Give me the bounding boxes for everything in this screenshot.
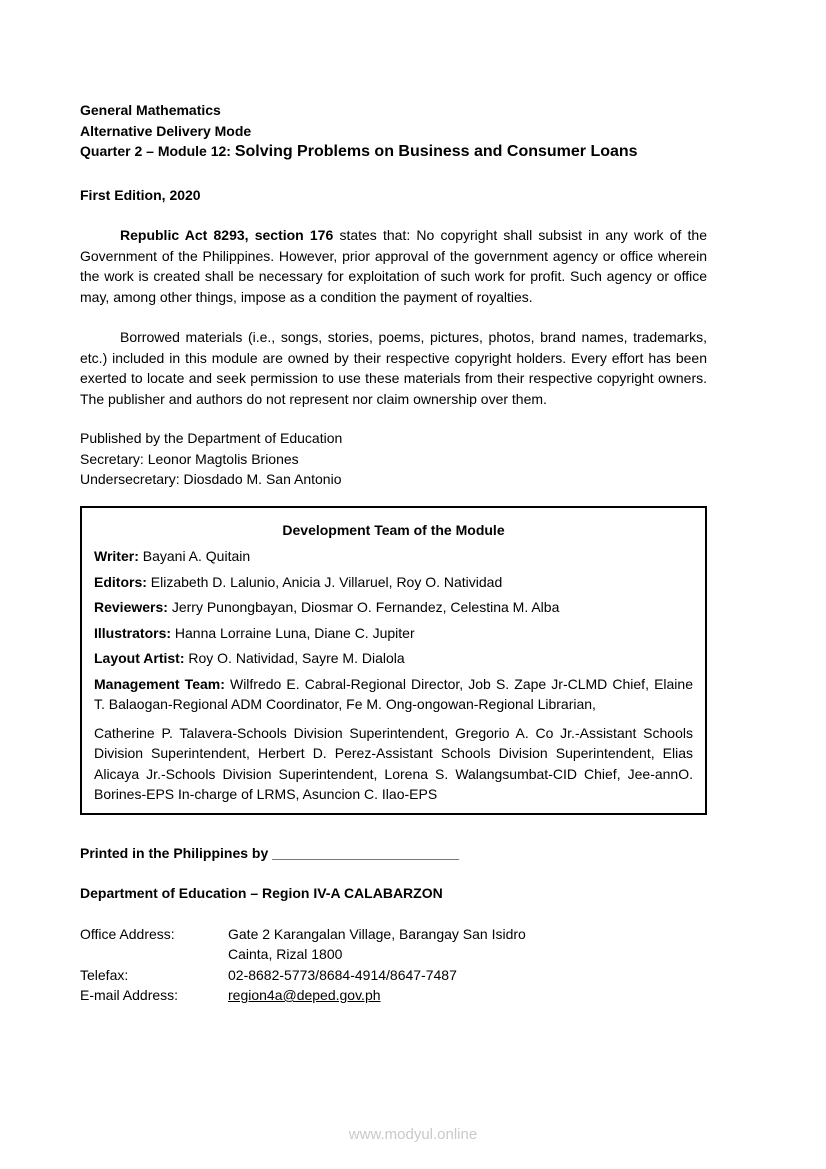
telefax-row xyxy=(80,965,707,986)
copyright-paragraph-2: Borrowed materials (i.e., songs, stories, poems, pictures, photos, brand names, trademarks, etc.) included in this module are owned by their respective copyright holders. Every effort has been exerted to locate and seek permission to use these materials from their respective copyright owners. The publisher and authors do not represent nor claim ownership over them. xyxy=(80,329,707,407)
illustrators-label: Illustrators: xyxy=(94,624,172,641)
writer-label: Writer: xyxy=(94,548,139,564)
module-header xyxy=(80,100,707,205)
telefax-value: 02-8682-5773/8684-4914/8647-7487 xyxy=(228,966,457,983)
management-team-entry xyxy=(94,674,693,715)
printed-in-label: Printed in the Philippines by xyxy=(80,844,273,861)
editors-label: Editors: xyxy=(94,573,147,590)
module-line xyxy=(80,141,707,163)
department-region-line: Department of Education – Region IV-A CALABARZON xyxy=(80,885,443,901)
editors-entry xyxy=(94,572,693,593)
development-team-box xyxy=(80,506,707,815)
office-address-label-spacer xyxy=(80,944,228,965)
subject-title: General Mathematics xyxy=(80,102,221,118)
watermark-text: www.modyul.online xyxy=(348,1126,478,1143)
printed-in-blank: ________________________ xyxy=(272,844,460,861)
management-team-value: Wilfredo E. Cabral-Regional Director, Job S. Zape Jr-CLMD Chief, Elaine T. Balaogan-Regional ADM Coordinator, Fe M. Ong-ongowan-Regional Librarian, xyxy=(94,675,693,712)
development-team-title: Development Team of the Module xyxy=(282,521,505,538)
module-title: Solving Problems on Business and Consumer Loans xyxy=(234,143,638,160)
email-label: E-mail Address: xyxy=(80,987,179,1003)
module-number: Quarter 2 – Module 12: xyxy=(80,143,235,159)
writer-value: Bayani A. Quitain xyxy=(142,548,251,564)
contact-block xyxy=(80,924,707,1006)
copyright-paragraph-1-text: states that: No copyright shall subsist in any work of the Government of the Philippines. However, prior approval of the government agency or office wherein the work is created shall be necessary for exploitation of such work for profit. Such agency or office may, among other things, impose as a condition the payment of royalties. xyxy=(80,227,707,305)
reviewers-label: Reviewers: xyxy=(94,599,168,615)
office-address-row xyxy=(80,924,707,945)
undersecretary-line: Undersecretary: Diosdado M. San Antonio xyxy=(80,471,342,487)
layout-artist-value: Roy O. Natividad, Sayre M. Dialola xyxy=(188,650,405,666)
republic-act-reference: Republic Act 8293, section 176 xyxy=(120,227,334,243)
reviewers-value: Jerry Punongbayan, Diosmar O. Fernandez, Celestina M. Alba xyxy=(171,599,560,615)
reviewers-entry xyxy=(94,597,693,618)
editors-value: Elizabeth D. Lalunio, Anicia J. Villaruel, Roy O. Natividad xyxy=(150,573,503,590)
telefax-label: Telefax: xyxy=(80,966,129,983)
email-row xyxy=(80,985,707,1006)
published-by-line: Published by the Department of Education xyxy=(80,430,343,446)
office-address-row-2 xyxy=(80,944,707,965)
secretary-line: Secretary: Leonor Magtolis Briones xyxy=(80,450,299,467)
office-address-label: Office Address: xyxy=(80,925,175,942)
office-address-value-line1: Gate 2 Karangalan Village, Barangay San Isidro xyxy=(228,925,526,942)
writer-entry xyxy=(94,546,693,567)
illustrators-value: Hanna Lorraine Luna, Diane C. Jupiter xyxy=(174,624,415,641)
illustrators-entry xyxy=(94,623,693,644)
publisher-block xyxy=(80,428,707,490)
layout-artist-label: Layout Artist: xyxy=(94,650,185,666)
management-team-continued: Catherine P. Talavera-Schools Division Superintendent, Gregorio A. Co Jr.-Assistant Schools Division Superintendent, Herbert D. Perez-Assistant Schools Division Superintendent, Elias Alicaya Jr.-Schools Division Superintendent, Lorena S. Walangsumbat-CID Chief, Jee-annO. Borines-EPS In-charge of LRMS, Asuncion C. Ilao-EPS xyxy=(94,724,693,802)
delivery-mode: Alternative Delivery Mode xyxy=(80,122,252,139)
email-link[interactable]: region4a@deped.gov.ph xyxy=(228,987,381,1003)
printed-in-line xyxy=(80,843,707,864)
edition-line: First Edition, 2020 xyxy=(80,186,201,203)
layout-artist-entry xyxy=(94,648,693,669)
copyright-paragraph-1 xyxy=(80,225,707,307)
office-address-value-line2: Cainta, Rizal 1800 xyxy=(228,946,343,962)
management-team-label: Management Team: xyxy=(94,675,225,692)
